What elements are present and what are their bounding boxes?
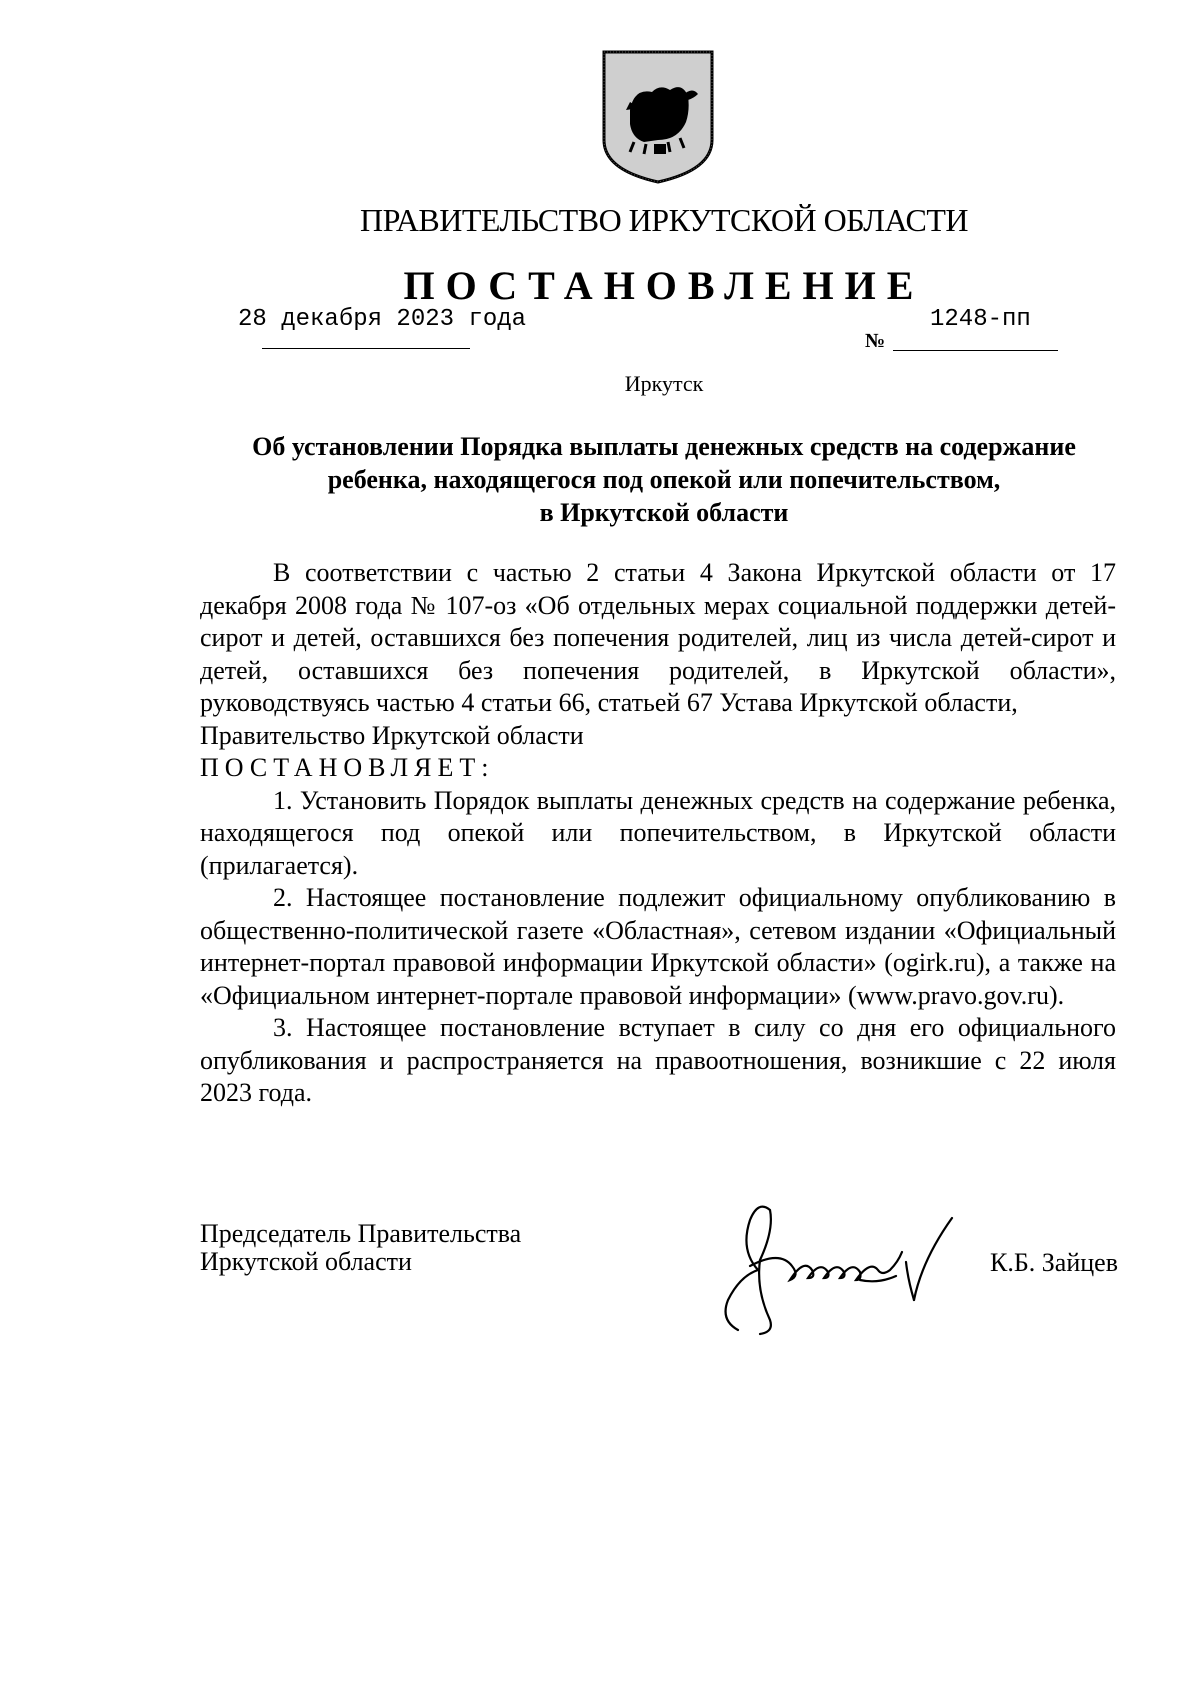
signer-name: К.Б. Зайцев bbox=[990, 1248, 1118, 1277]
handwritten-signature bbox=[700, 1180, 970, 1340]
organization-name: ПРАВИТЕЛЬСТВО ИРКУТСКОЙ ОБЛАСТИ bbox=[360, 202, 968, 238]
document-date: 28 декабря 2023 года bbox=[238, 306, 527, 333]
signer-position-line: Председатель Правительства bbox=[200, 1219, 522, 1248]
date-underline bbox=[262, 348, 470, 349]
coat-of-arms-emblem bbox=[600, 48, 716, 186]
document-body bbox=[200, 557, 1116, 1110]
title-line: ребенка, находящегося под опекой или попечительством, bbox=[327, 465, 1001, 494]
signer-position bbox=[200, 1220, 521, 1276]
document-number: 1248-пп bbox=[930, 306, 1031, 333]
number-underline bbox=[893, 350, 1058, 351]
title-line: Об установлении Порядка выплаты денежных средств на содержание bbox=[252, 432, 1076, 461]
preamble-paragraph: В соответствии с частью 2 статьи 4 Закона Иркутской области от 17 декабря 2008 года № 107-оз «Об отдельных мерах социальной поддержки детей-сирот и детей, оставшихся без попечения родителей, лиц из числа детей-сирот и детей, оставшихся без попечения родителей, в Иркутской области», руководствуясь частью 4 статьи 66, статьей 67 Устава Иркутской области, bbox=[200, 558, 1116, 717]
decree-item: 2. Настоящее постановление подлежит официальному опубликованию в общественно-политической газете «Областная», сетевом издании «Официальный интернет-портал правовой информации Иркутской области» (ogirk.ru), а также на «Официальном интернет-портале правовой информации» (www.pravo.gov.ru). bbox=[200, 883, 1116, 1010]
city: Иркутск bbox=[624, 371, 704, 396]
decree-word: ПОСТАНОВЛЯЕТ: bbox=[200, 753, 495, 782]
document-type: ПОСТАНОВЛЕНИЕ bbox=[403, 263, 925, 308]
document-title bbox=[200, 430, 1128, 529]
number-sign: № bbox=[865, 330, 886, 352]
decree-item: 3. Настоящее постановление вступает в силу со дня его официального опубликования и распространяется на правоотношения, возникшие с 22 июля 2023 года. bbox=[200, 1013, 1116, 1107]
signer-position-line: Иркутской области bbox=[200, 1247, 412, 1276]
title-line: в Иркутской области bbox=[539, 498, 789, 527]
decree-item: 1. Установить Порядок выплаты денежных средств на содержание ребенка, находящегося под опекой или попечительством, в Иркутской области (прилагается). bbox=[200, 785, 1116, 880]
issuer-line: Правительство Иркутской области bbox=[200, 720, 584, 750]
